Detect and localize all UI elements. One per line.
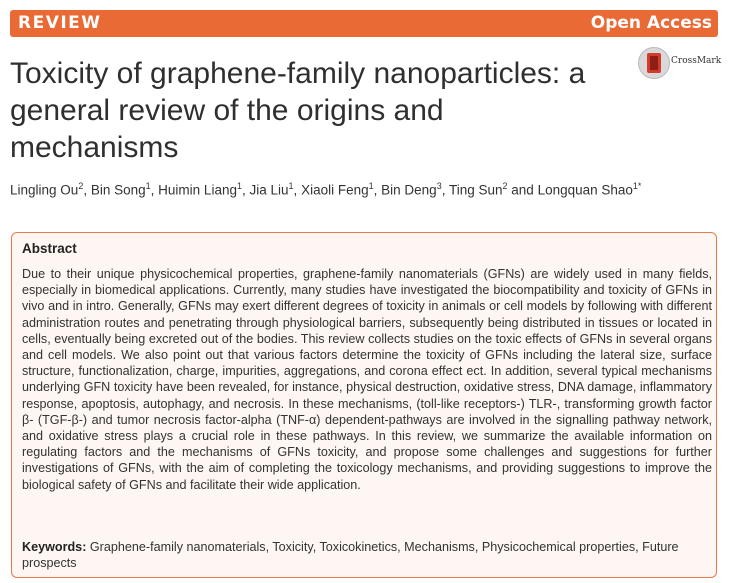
- keywords-line: [22, 539, 712, 571]
- author-affiliation[interactable]: 1: [288, 181, 294, 191]
- author-name[interactable]: Bin Deng: [381, 182, 437, 198]
- author-affiliation[interactable]: 1*: [632, 181, 642, 191]
- article-type-label: REVIEW: [18, 13, 102, 33]
- author-name[interactable]: Huimin Liang: [158, 182, 237, 198]
- author-separator: ,: [293, 182, 302, 198]
- author-affiliation[interactable]: 3: [436, 181, 442, 191]
- crossmark-label: CrossMark: [671, 56, 722, 66]
- keywords-label: Keywords:: [22, 540, 87, 554]
- author-name[interactable]: Ting Sun: [448, 182, 503, 198]
- abstract-box: [11, 232, 717, 578]
- author-separator: ,: [241, 182, 250, 198]
- author-affiliation[interactable]: 2: [502, 181, 508, 191]
- author-list: [10, 181, 641, 198]
- author-name[interactable]: Bin Song: [90, 182, 146, 198]
- author-name[interactable]: Longquan Shao: [537, 182, 633, 198]
- open-access-label[interactable]: Open Access: [590, 13, 712, 33]
- author-separator: ,: [373, 182, 382, 198]
- author-separator: and: [507, 182, 538, 198]
- author-affiliation[interactable]: 2: [78, 181, 84, 191]
- abstract-heading: Abstract: [22, 241, 77, 256]
- article-type-banner: [10, 10, 718, 37]
- author-name[interactable]: Lingling Ou: [10, 182, 79, 198]
- author-affiliation[interactable]: 1: [145, 181, 151, 191]
- author-affiliation[interactable]: 1: [368, 181, 374, 191]
- author-name[interactable]: Xiaoli Feng: [301, 182, 369, 198]
- paper-title: Toxicity of graphene-family nanoparticles: a general review of the origins and mechanisms: [10, 57, 586, 164]
- keywords-text: Graphene-family nanomaterials, Toxicity, Toxicokinetics, Mechanisms, Physicochemical properties, Future prospects: [22, 540, 679, 570]
- author-separator: ,: [441, 182, 449, 198]
- abstract-body: Due to their unique physicochemical properties, graphene-family nanomaterials (GFNs) are widely used in many fields, especially in biomedical applications. Currently, many studies have investigated the biocompatibility and toxicity of GFNs in vivo and in intro. Generally, GFNs may exert different degrees of toxicity in animals or cell models by following with different administration routes and penetrating through physiological barriers, subsequently being distributed in tissues or located in cells, eventually being excreted out of the bodies. This review collects studies on the toxic effects of GFNs in several organs and cell models. We also point out that various factors determine the toxicity of GFNs including the lateral size, surface structure, functionalization, charge, impurities, aggregations, and corona effect ect. In addition, several typical mechanisms underlying GFN toxicity have been revealed, for instance, physical destruction, oxidative stress, DNA damage, inflammatory response, apoptosis, autophagy, and necrosis. In these mechanisms, (toll-like receptors-) TLR-, transforming growth factor β- (TGF-β-) and tumor necrosis factor-alpha (TNF-α) dependent-pathways are involved in the signalling pathway network, and oxidative stress plays a crucial role in these pathways. In this review, we summarize the available information on regulating factors and the mechanisms of GFNs toxicity, and propose some challenges and suggestions for further investigations of GFNs, with the aim of completing the toxicology mechanisms, and providing suggestions to improve the biological safety of GFNs and facilitate their wide application.: [22, 267, 712, 492]
- author-name[interactable]: Jia Liu: [249, 182, 289, 198]
- author-affiliation[interactable]: 1: [236, 181, 242, 191]
- author-separator: ,: [83, 182, 91, 198]
- crossmark-button[interactable]: [638, 47, 730, 75]
- crossmark-icon: [638, 47, 670, 79]
- author-separator: ,: [150, 182, 159, 198]
